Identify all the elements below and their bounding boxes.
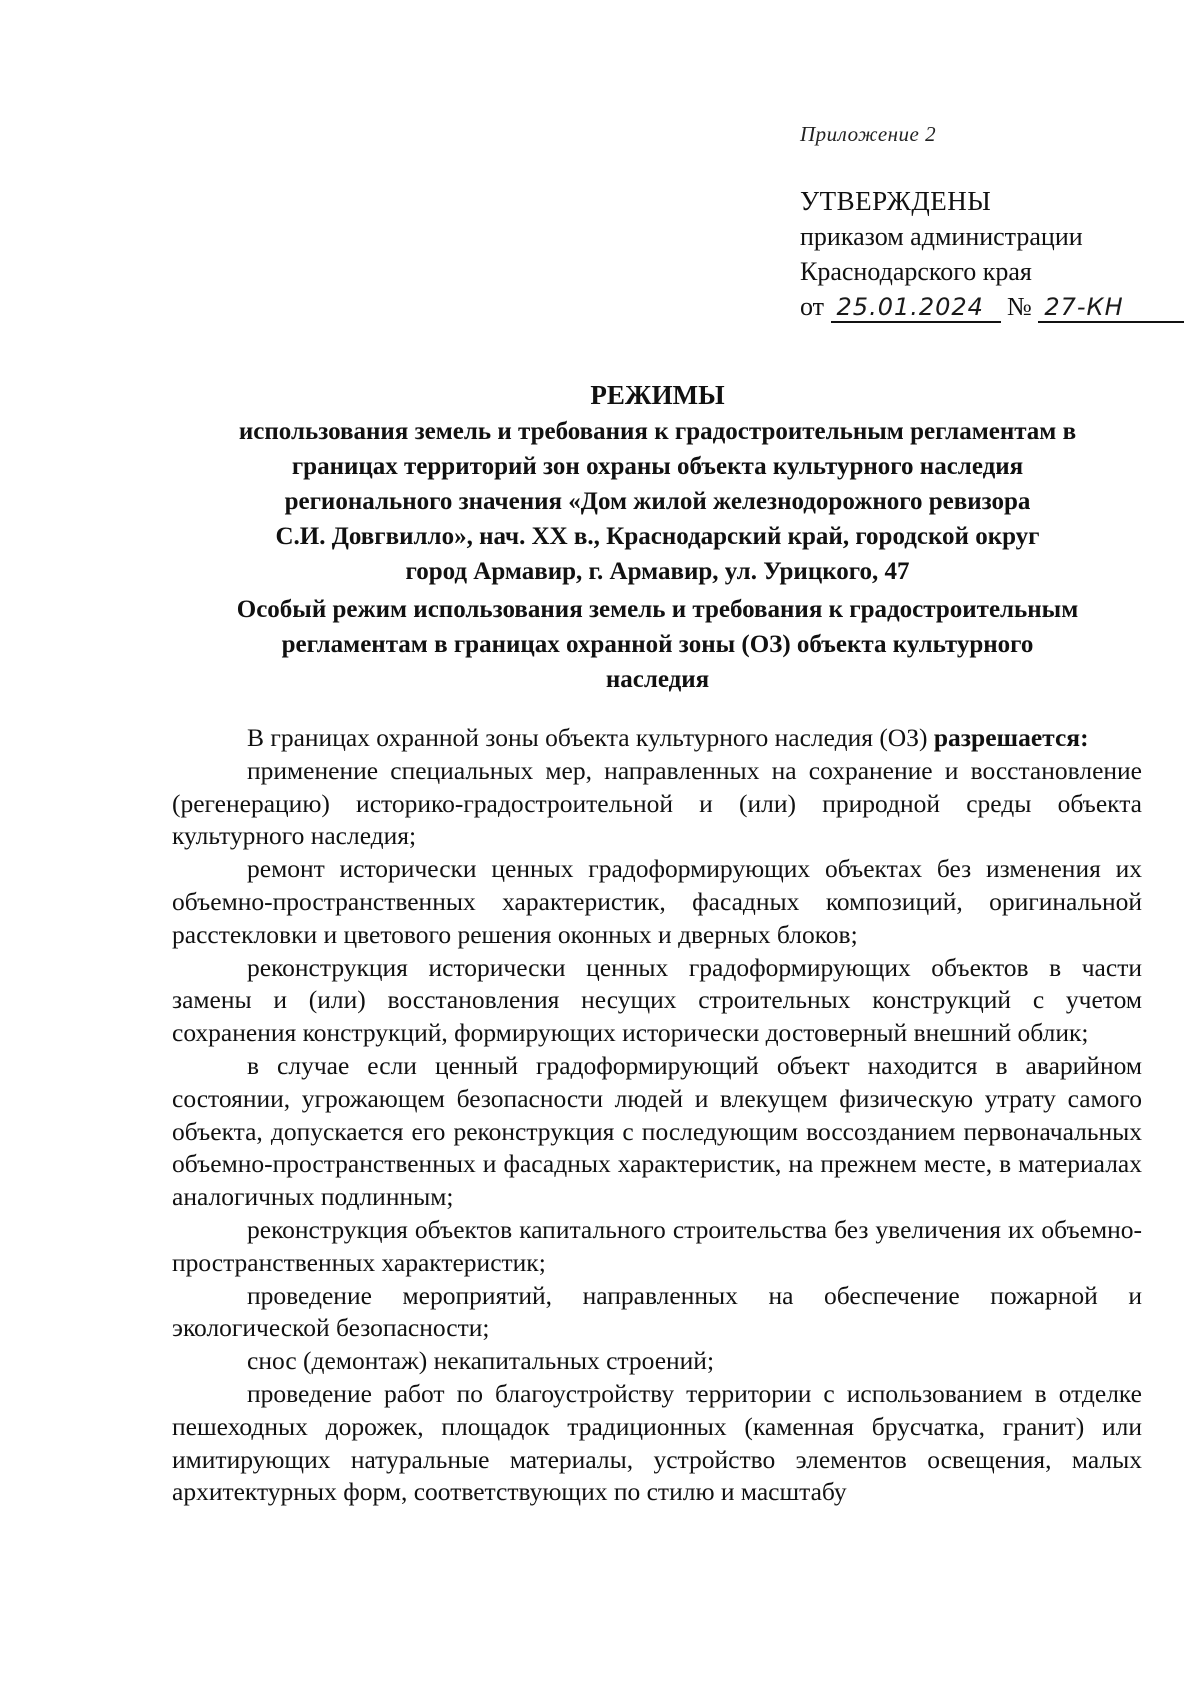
intro-paragraph [172,722,1142,755]
list-item: снос (демонтаж) некапитальных строений; [247,1346,715,1376]
body-text [172,722,1142,1509]
subtitle-line-1: использования земель и требования к градостроительным регламентам в [238,418,1077,445]
subtitle-line-4: С.И. Довгвилло», нач. XX в., Краснодарский край, городской округ [275,523,1040,550]
list-item: реконструкция исторически ценных градоформирующих объектов в части замены и (или) восстановления несущих строительных конструкций с учетом сохранения конструкций, формирующих исторически достоверный внешний облик; [172,952,1142,1048]
order-line [800,289,1184,324]
order-number-handwritten: 27-КН [1038,293,1184,323]
list-item: ремонт исторически ценных градоформирующих объектах без изменения их объемно-пространственных характеристик, фасадных композиций, оригинальной расстекловки и цветового решения оконных и дверных блоков; [172,854,1142,949]
order-prefix: от [800,292,825,321]
intro-text: В границах охранной зоны объекта культурного наследия (ОЗ) [247,723,928,752]
list-item: применение специальных мер, направленных на сохранение и восстановление (регенерацию) историко-градостроительной и (или) природной среды объекта культурного наследия; [172,755,1142,851]
subtitle-line-5: город Армавир, г. Армавир, ул. Урицкого, 47 [405,558,910,585]
section-heading [170,592,1145,697]
approved-by-line-1: приказом администрации [800,222,1083,251]
appendix-label: Приложение 2 [800,122,937,146]
list-item: реконструкция объектов капитального строительства без увеличения их объемно-пространственных характеристик; [172,1214,1142,1277]
section-heading-line-3: наследия [605,666,710,693]
order-date-handwritten: 25.01.2024 [831,293,1001,323]
approved-by-line-2: Краснодарского края [800,257,1032,286]
list-item: проведение работ по благоустройству территории с использованием в отделке пешеходных дорожек, площадок традиционных (каменная брусчатка, гранит) или имитирующих натуральные материалы, устройство элементов освещения, малых архитектурных форм, соответствующих по стилю и масштабу [172,1378,1142,1507]
subtitle-line-3: регионального значения «Дом жилой железнодорожного ревизора [284,488,1031,515]
list-item: в случае если ценный градоформирующий объект находится в аварийном состоянии, угрожающем безопасности людей и влекущем физическую утрату самого объекта, допускается его реконструкция с последующим воссозданием первоначальных объемно-пространственных и фасадных характеристик, на прежнем месте, в материалах аналогичных подлинным; [172,1050,1142,1212]
document-title: РЕЖИМЫ [590,380,725,410]
approved-title: УТВЕРЖДЕНЫ [800,186,992,216]
approval-block [800,184,1184,324]
section-heading-line-2: регламентам в границах охранной зоны (ОЗ) объекта культурного [281,631,1034,658]
order-number-prefix: № [1007,292,1032,321]
subtitle-line-2: границах территорий зон охраны объекта культурного наследия [291,453,1024,480]
document-subtitle [170,414,1145,589]
section-heading-line-1: Особый режим использования земель и требования к градостроительным [236,596,1079,623]
intro-bold-text: разрешается: [933,723,1089,752]
list-item: проведение мероприятий, направленных на обеспечение пожарной и экологической безопасности; [172,1280,1142,1343]
